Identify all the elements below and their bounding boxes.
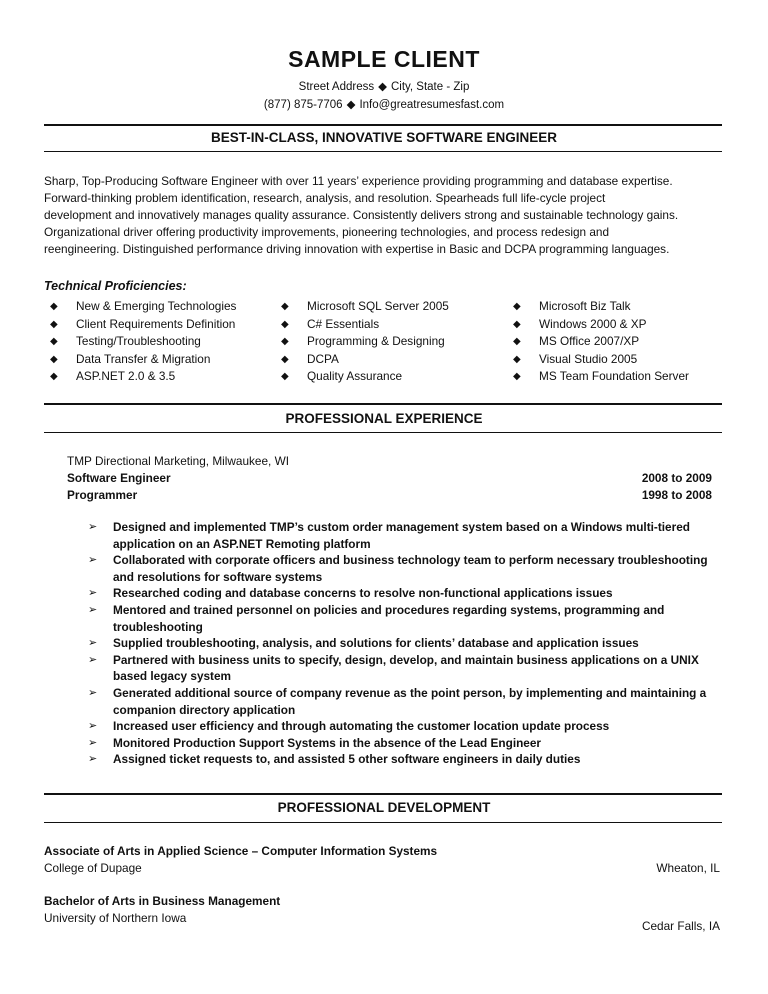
- diamond-bullet-icon: ◆: [50, 371, 58, 383]
- address-line: [0, 79, 768, 93]
- proficiency-label: New & Emerging Technologies: [76, 299, 237, 313]
- list-item: [88, 519, 728, 552]
- bullet-text: Generated additional source of company revenue as the point person, by implementing and maintaining a companion directory application: [113, 685, 707, 717]
- bullet-text: Increased user efficiency and through automating the customer location update process: [113, 719, 610, 734]
- list-item: [513, 298, 689, 316]
- list-item: [88, 718, 728, 735]
- client-name: SAMPLE CLIENT: [288, 46, 480, 72]
- degree-row: [44, 893, 720, 910]
- list-item: [50, 351, 236, 369]
- proficiency-column-1: [50, 298, 236, 386]
- email-address: Info@greatresumesfast.com: [359, 99, 505, 111]
- bullet-text: Partnered with business units to specify, design, develop, and maintain business applications on a UNIX based legacy system: [113, 652, 699, 684]
- bullet-text: Monitored Production Support Systems in the absence of the Lead Engineer: [113, 735, 542, 750]
- list-item: [513, 316, 689, 334]
- list-item: [50, 368, 236, 386]
- diamond-bullet-icon: ◆: [50, 301, 58, 312]
- proficiency-label: Testing/Troubleshooting: [76, 334, 201, 349]
- location: Cedar Falls, IA: [641, 919, 720, 933]
- list-item: [50, 333, 236, 351]
- proficiency-label: Windows 2000 & XP: [539, 316, 647, 331]
- list-item: [281, 368, 449, 386]
- proficiency-column-3: [513, 298, 689, 386]
- arrow-bullet-icon: ➢: [88, 521, 98, 533]
- role-dates: 1998 to 2008: [641, 488, 712, 502]
- city-state-zip: City, State - Zip: [390, 81, 470, 93]
- proficiencies-title: Technical Proficiencies:: [44, 279, 187, 293]
- diamond-bullet-icon: ◆: [281, 353, 289, 365]
- proficiency-label: C# Essentials: [307, 316, 380, 331]
- divider: [44, 793, 722, 795]
- diamond-bullet-icon: ◆: [513, 301, 521, 312]
- diamond-bullet-icon: ◆: [281, 336, 289, 348]
- school-row: [44, 910, 720, 933]
- divider: [44, 403, 722, 405]
- arrow-bullet-icon: ➢: [88, 587, 98, 600]
- proficiency-label: Microsoft SQL Server 2005: [307, 299, 449, 313]
- school-row: [44, 860, 720, 877]
- proficiency-label: Visual Studio 2005: [539, 351, 638, 366]
- contact-line: [0, 97, 768, 111]
- role-title: Programmer: [67, 488, 138, 502]
- diamond-bullet-icon: ◆: [281, 318, 289, 330]
- arrow-bullet-icon: ➢: [88, 753, 98, 766]
- arrow-bullet-icon: ➢: [88, 720, 98, 733]
- degree-row: [44, 843, 720, 860]
- proficiency-label: Data Transfer & Migration: [76, 351, 211, 366]
- role-row: [67, 470, 712, 487]
- location: Wheaton, IL: [656, 861, 720, 875]
- school: University of Northern Iowa: [44, 911, 187, 925]
- bullet-text: Supplied troubleshooting, analysis, and solutions for clients’ database and application issues: [113, 636, 639, 651]
- bullet-text: Designed and implemented TMP’s custom order management system based on a Windows multi-tiered application on an ASP.NET Remoting platform: [113, 520, 690, 551]
- arrow-bullet-icon: ➢: [88, 554, 98, 567]
- arrow-bullet-icon: ➢: [88, 653, 98, 666]
- education-entry: [44, 843, 720, 877]
- employer: TMP Directional Marketing, Milwaukee, WI: [67, 454, 290, 468]
- list-item: [50, 316, 236, 334]
- divider: [44, 432, 722, 433]
- proficiency-label: Microsoft Biz Talk: [539, 299, 631, 313]
- summary-line: development and innovatively manages quality assurance. Consistently delivers strong and sustainable technology gains.: [44, 208, 679, 223]
- bullet-text: Assigned ticket requests to, and assisted 5 other software engineers in daily duties: [113, 752, 581, 767]
- arrow-bullet-icon: ➢: [88, 637, 98, 650]
- separator-icon: ◆: [378, 81, 387, 93]
- list-item: [88, 652, 728, 685]
- list-item: [88, 735, 728, 752]
- headline: BEST-IN-CLASS, INNOVATIVE SOFTWARE ENGINEER: [210, 130, 558, 145]
- arrow-bullet-icon: ➢: [88, 603, 98, 616]
- proficiency-label: Client Requirements Definition: [76, 316, 236, 331]
- diamond-bullet-icon: ◆: [513, 353, 521, 365]
- list-item: [50, 298, 236, 316]
- diamond-bullet-icon: ◆: [50, 318, 58, 330]
- separator-icon: ◆: [346, 99, 356, 111]
- experience-title: PROFESSIONAL EXPERIENCE: [285, 411, 483, 426]
- list-item: [513, 368, 689, 386]
- role-dates: 2008 to 2009: [641, 471, 712, 485]
- list-item: [281, 333, 449, 351]
- proficiency-column-2: [281, 298, 449, 386]
- bullet-text: Researched coding and database concerns to resolve non-functional applications issues: [113, 586, 613, 601]
- diamond-bullet-icon: ◆: [513, 371, 521, 383]
- proficiency-label: DCPA: [307, 351, 339, 366]
- list-item: [281, 298, 449, 316]
- list-item: [88, 585, 728, 602]
- job-header: [67, 453, 712, 504]
- street-address: Street Address: [298, 81, 375, 93]
- summary-line: Sharp, Top-Producing Software Engineer with over 11 years’ experience providing programming and database expertise.: [44, 174, 673, 188]
- proficiency-label: MS Office 2007/XP: [539, 334, 640, 349]
- diamond-bullet-icon: ◆: [281, 301, 289, 312]
- proficiency-label: Programming & Designing: [307, 334, 445, 349]
- diamond-bullet-icon: ◆: [513, 336, 521, 348]
- list-item: [88, 552, 728, 585]
- education-entry: [44, 893, 720, 933]
- bullet-text: Collaborated with corporate officers and business technology team to perform necessary troubleshooting and resolutions for software systems: [113, 553, 708, 584]
- list-item: [88, 635, 728, 652]
- employer-row: [67, 453, 712, 470]
- diamond-bullet-icon: ◆: [50, 336, 58, 348]
- list-item: [88, 685, 728, 718]
- proficiency-label: MS Team Foundation Server: [539, 369, 689, 384]
- list-item: [513, 333, 689, 351]
- list-item: [281, 316, 449, 334]
- school: College of Dupage: [44, 861, 142, 875]
- experience-bullets: [88, 519, 728, 768]
- proficiency-label: ASP.NET 2.0 & 3.5: [76, 369, 176, 384]
- arrow-bullet-icon: ➢: [88, 686, 98, 699]
- phone-number: (877) 875-7706: [263, 99, 343, 111]
- list-item: [88, 751, 728, 768]
- arrow-bullet-icon: ➢: [88, 736, 98, 749]
- role-row: [67, 487, 712, 504]
- divider: [44, 124, 722, 126]
- summary-line: Organizational driver offering productivity improvements, pioneering technologies, and process redesign and: [44, 225, 610, 240]
- degree: Associate of Arts in Applied Science – Computer Information Systems: [44, 844, 438, 858]
- degree: Bachelor of Arts in Business Management: [44, 894, 281, 908]
- summary-line: Forward-thinking problem identification, research, analysis, and resolution. Spearheads full life-cycle project: [44, 191, 606, 206]
- summary: [44, 173, 734, 258]
- list-item: [88, 602, 728, 635]
- list-item: [513, 351, 689, 369]
- diamond-bullet-icon: ◆: [513, 318, 521, 330]
- role-title: Software Engineer: [67, 471, 171, 485]
- summary-line: reengineering. Distinguished performance driving innovation with expertise in Basic and DCPA programming languages.: [44, 242, 670, 257]
- diamond-bullet-icon: ◆: [50, 353, 58, 365]
- proficiency-label: Quality Assurance: [307, 369, 403, 384]
- development-title: PROFESSIONAL DEVELOPMENT: [277, 800, 491, 815]
- diamond-bullet-icon: ◆: [281, 371, 289, 383]
- list-item: [281, 351, 449, 369]
- divider: [44, 822, 722, 823]
- divider: [44, 151, 722, 152]
- bullet-text: Mentored and trained personnel on policies and procedures regarding systems, programming and troubleshooting: [113, 602, 665, 634]
